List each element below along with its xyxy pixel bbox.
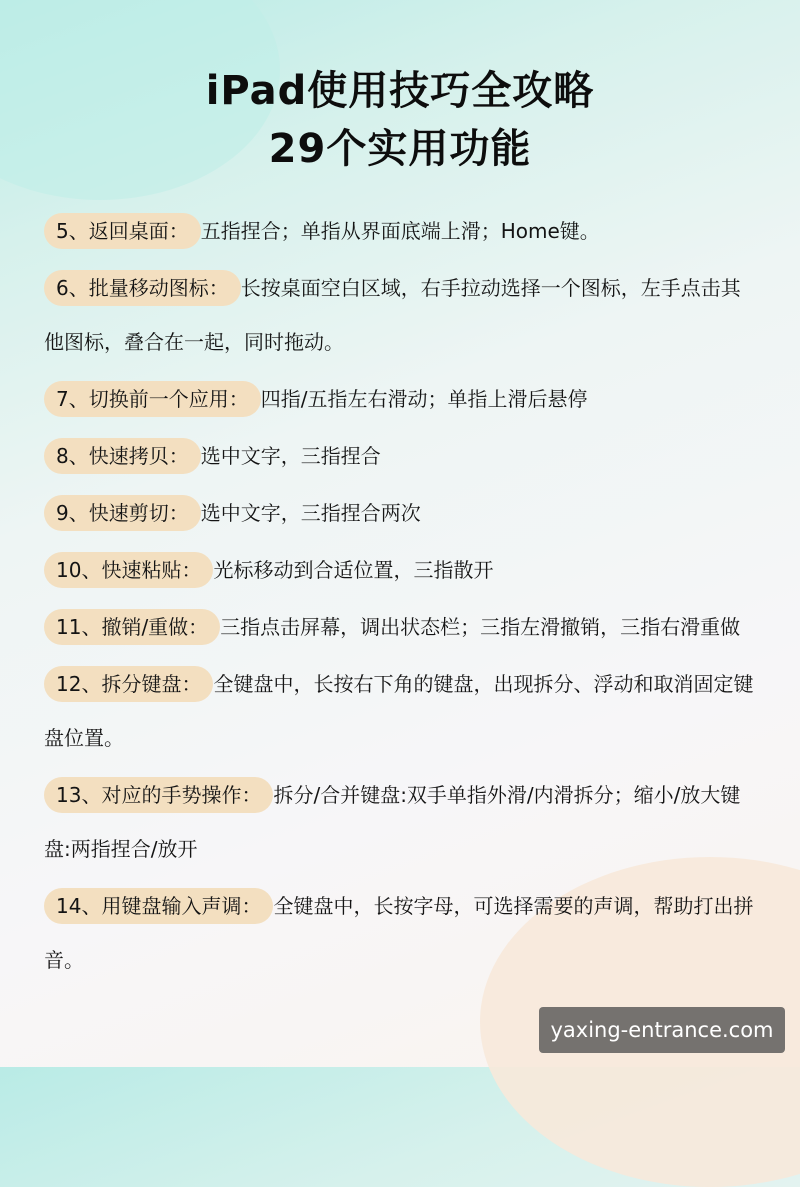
tip-item-9: [44, 486, 754, 540]
tip-description: 选中文字，三指捏合: [200, 444, 381, 468]
title-line-2: 29个实用功能: [268, 126, 532, 172]
page-title: [0, 62, 800, 178]
tip-item-13: [44, 768, 754, 876]
tip-item-14: [44, 879, 754, 987]
tip-item-11: [44, 600, 754, 654]
tip-description: 五指捏合；单指从界面底端上滑；Home键。: [200, 219, 600, 243]
title-line-1: iPad使用技巧全攻略: [205, 68, 595, 114]
tip-label: 9、快速剪切：: [44, 495, 201, 531]
tip-item-10: [44, 543, 754, 597]
tip-item-7: [44, 372, 754, 426]
tip-description: 三指点击屏幕，调出状态栏；三指左滑撤销，三指右滑重做: [220, 615, 741, 639]
tip-item-6: [44, 261, 754, 369]
tip-description: 拆分/合并键盘:双手单指外滑/内滑拆分；缩小/放大键盘:两指捏合/放开: [44, 783, 741, 861]
tip-label: 13、对应的手势操作：: [44, 777, 273, 813]
tip-label: 6、批量移动图标：: [44, 270, 241, 306]
tip-label: 14、用键盘输入声调：: [44, 888, 273, 924]
tip-label: 12、拆分键盘：: [44, 666, 213, 702]
tip-item-8: [44, 429, 754, 483]
tip-description: 全键盘中，长按右下角的键盘，出现拆分、浮动和取消固定键盘位置。: [44, 672, 754, 750]
tip-item-5: [44, 204, 754, 258]
tip-description: 全键盘中，长按字母，可选择需要的声调，帮助打出拼音。: [44, 894, 754, 972]
tip-label: 7、切换前一个应用：: [44, 381, 261, 417]
tips-list: [44, 204, 754, 990]
tip-description: 长按桌面空白区域，右手拉动选择一个图标，左手点击其他图标，叠合在一起，同时拖动。: [44, 276, 741, 354]
tip-label: 11、撤销/重做：: [44, 609, 220, 645]
tip-description: 光标移动到合适位置，三指散开: [213, 558, 494, 582]
tip-description: 四指/五指左右滑动；单指上滑后悬停: [260, 387, 588, 411]
tip-description: 选中文字，三指捏合两次: [200, 501, 421, 525]
tip-item-12: [44, 657, 754, 765]
watermark: yaxing-entrance.com: [539, 1007, 785, 1053]
tip-label: 8、快速拷贝：: [44, 438, 201, 474]
tip-label: 5、返回桌面：: [44, 213, 201, 249]
tip-label: 10、快速粘贴：: [44, 552, 213, 588]
